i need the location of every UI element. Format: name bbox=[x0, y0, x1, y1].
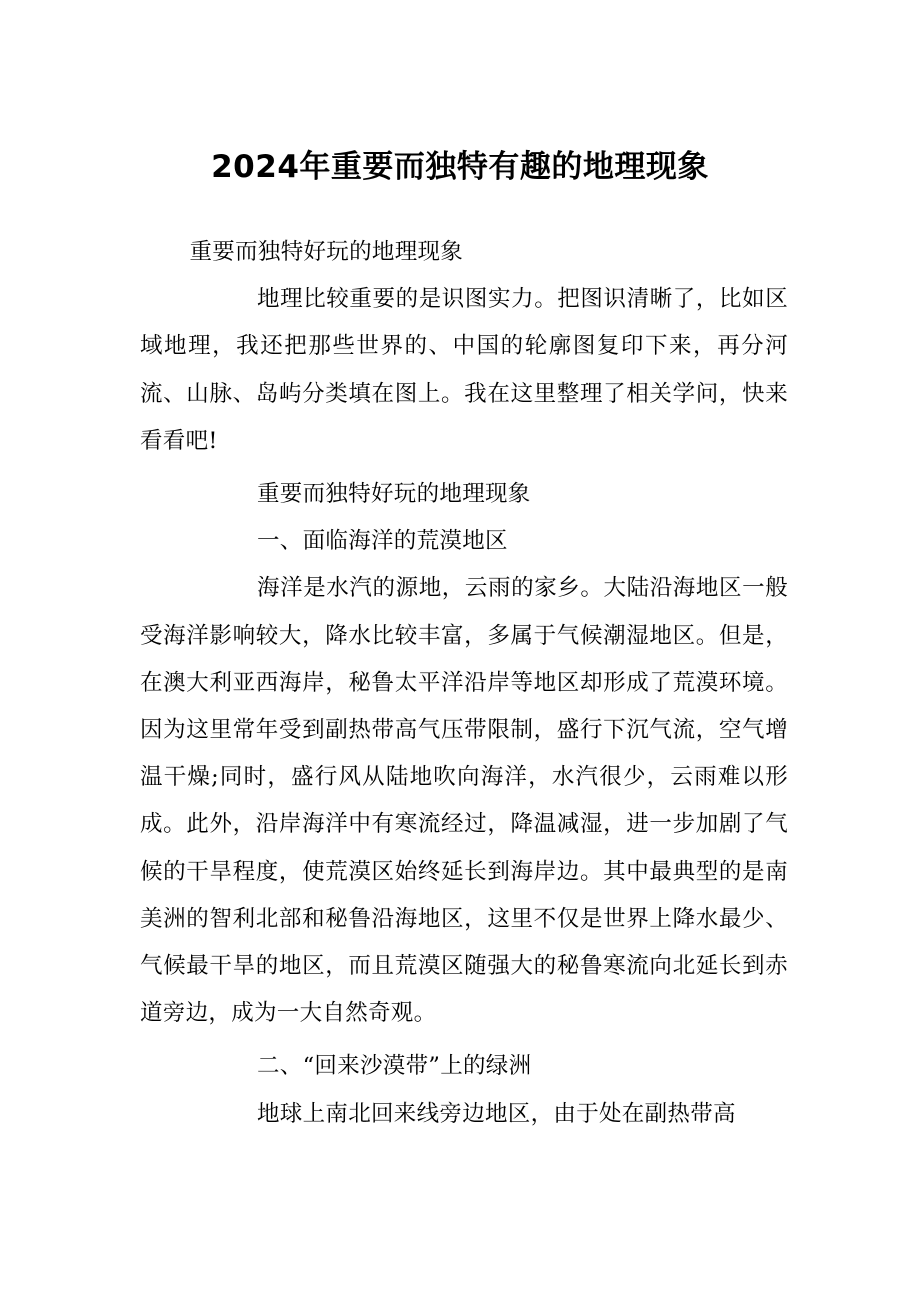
section-heading-2: 二、“回来沙漠带”上的绿洲 bbox=[257, 1053, 532, 1080]
document-title: 2024年重要而独特有趣的地理现象 bbox=[211, 149, 709, 185]
document-body bbox=[140, 229, 788, 1138]
paragraph-section-1: 海洋是水汽的源地，云雨的家乡。大陆沿海地区一般受海洋影响较大，降水比较丰富，多属于气候潮湿地区。但是，在澳大利亚西海岸，秘鲁太平洋沿岸等地区却形成了荒漠环境。因为这里常年受到副热带高气压带限制，盛行下沉气流，空气增温干燥;同时，盛行风从陆地吹向海洋，水汽很少，云雨难以形成。此外，沿岸海洋中有寒流经过，降温减湿，进一步加剧了气候的干旱程度，使荒漠区始终延长到海岸边。其中最典型的是南美洲的智利北部和秘鲁沿海地区，这里不仅是世界上降水最少、气候最干旱的地区，而且荒漠区随强大的秘鲁寒流向北延长到赤道旁边，成为一大自然奇观。 bbox=[140, 575, 788, 1027]
section-heading-1: 一、面临海洋的荒漠地区 bbox=[257, 528, 508, 555]
paragraph-subtitle: 重要而独特好玩的地理现象 bbox=[189, 239, 464, 265]
paragraph-intro: 地理比较重要的是识图实力。把图识清晰了，比如区域地理，我还把那些世界的、中国的轮廓图复印下来，再分河流、山脉、岛屿分类填在图上。我在这里整理了相关学问，快来看看吧! bbox=[140, 286, 788, 454]
paragraph-section-2: 地球上南北回来线旁边地区，由于处在副热带高 bbox=[257, 1100, 736, 1127]
paragraph-subtitle-repeat: 重要而独特好玩的地理现象 bbox=[257, 481, 531, 508]
